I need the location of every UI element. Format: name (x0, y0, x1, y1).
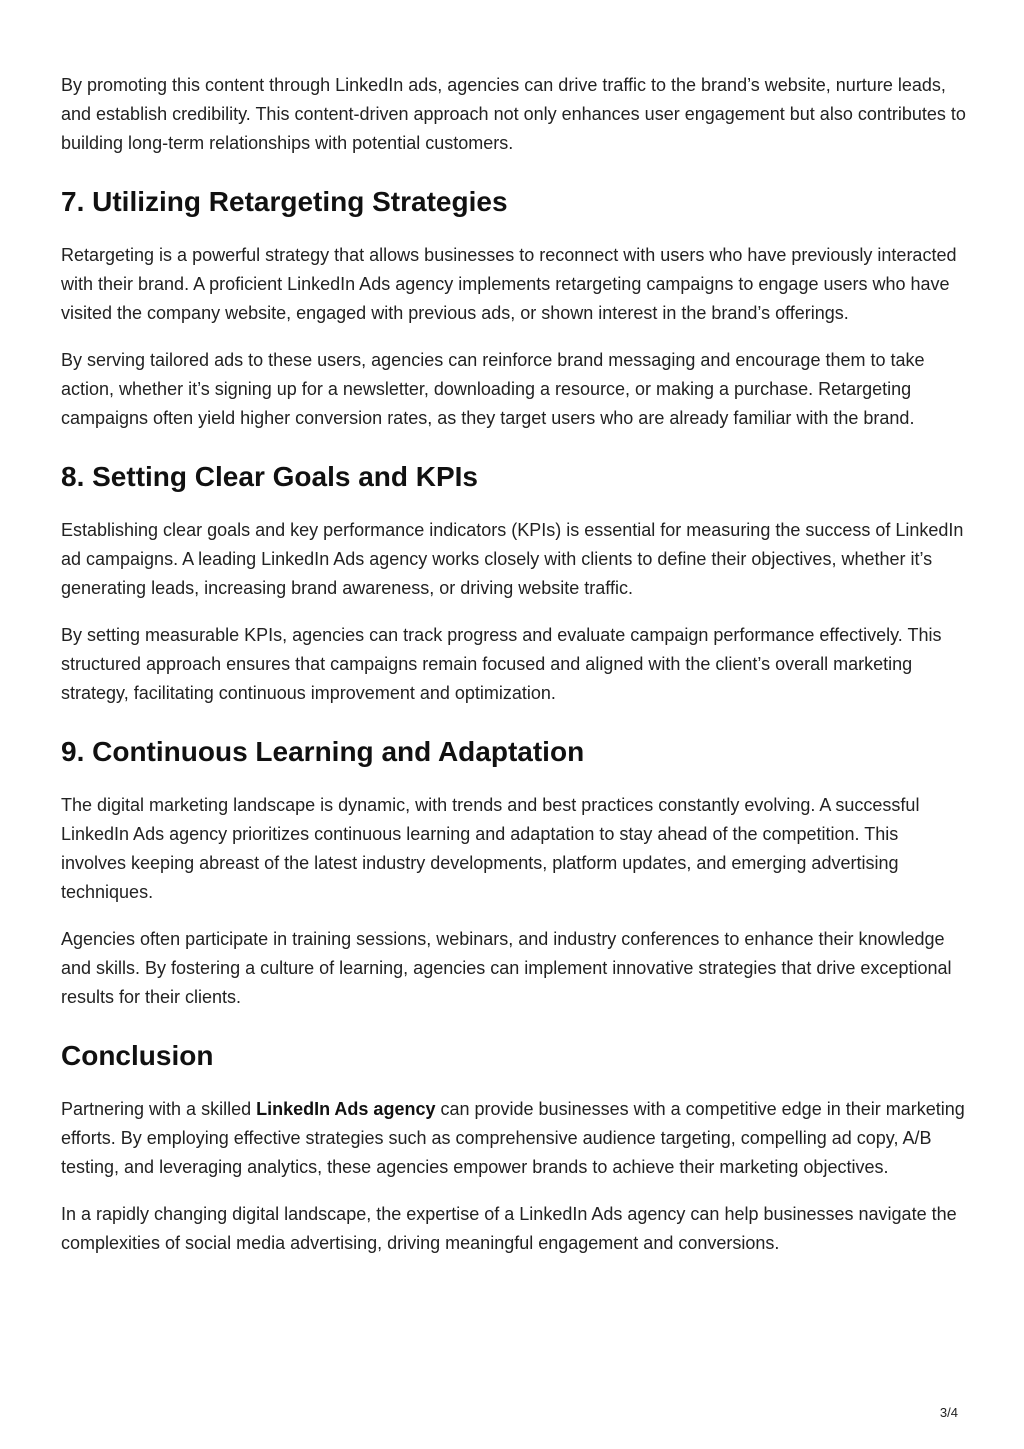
section-7-heading: 7. Utilizing Retargeting Strategies (61, 186, 508, 217)
section-8-paragraph-2: By setting measurable KPIs, agencies can track progress and evaluate campaign performance effectively. This structured approach ensures that campaigns remain focused and aligned with the client’s overall marketing strategy, facilitating continuous improvement and optimization. (61, 625, 942, 703)
document-page (61, 71, 966, 1276)
conclusion-heading: Conclusion (61, 1040, 214, 1071)
conclusion-paragraph-1 (61, 1095, 966, 1182)
section-8-paragraph-1: Establishing clear goals and key performance indicators (KPIs) is essential for measuring the success of LinkedIn ad campaigns. A leading LinkedIn Ads agency works closely with clients to define their objectives, whether it’s generating leads, increasing brand awareness, or driving website traffic. (61, 520, 964, 598)
section-9-paragraph-2: Agencies often participate in training sessions, webinars, and industry conferences to enhance their knowledge and skills. By fostering a culture of learning, agencies can implement innovative strategies that drive exceptional results for their clients. (61, 929, 952, 1007)
page-number: 3/4 (939, 1405, 958, 1420)
section-7-paragraph-1: Retargeting is a powerful strategy that allows businesses to reconnect with users who have previously interacted with their brand. A proficient LinkedIn Ads agency implements retargeting campaigns to engage users who have visited the company website, engaged with previous ads, or shown interest in the brand’s offerings. (61, 245, 957, 323)
section-8-heading: 8. Setting Clear Goals and KPIs (61, 461, 479, 492)
section-9-paragraph-1: The digital marketing landscape is dynamic, with trends and best practices constantly evolving. A successful LinkedIn Ads agency prioritizes continuous learning and adaptation to stay ahead of the competition. This involves keeping abreast of the latest industry developments, platform updates, and emerging advertising techniques. (61, 795, 920, 902)
conclusion-text-start: Partnering with a skilled (61, 1099, 257, 1119)
linkedin-ads-agency-bold: LinkedIn Ads agency (256, 1099, 436, 1119)
conclusion-paragraph-2: In a rapidly changing digital landscape, the expertise of a LinkedIn Ads agency can help businesses navigate the complexities of social media advertising, driving meaningful engagement and conversions. (61, 1204, 957, 1253)
conclusion-text-end: can provide businesses with a competitive edge in their marketing efforts. By employing effective strategies such as comprehensive audience targeting, compelling ad copy, A/B testing, and leveraging analytics, these agencies empower brands to achieve their marketing objectives. (61, 1099, 965, 1177)
section-7-paragraph-2: By serving tailored ads to these users, agencies can reinforce brand messaging and encourage them to take action, whether it’s signing up for a newsletter, downloading a resource, or making a purchase. Retargeting campaigns often yield higher conversion rates, as they target users who are already familiar with the brand. (61, 350, 925, 428)
intro-paragraph: By promoting this content through LinkedIn ads, agencies can drive traffic to the brand’s website, nurture leads, and establish credibility. This content-driven approach not only enhances user engagement but also contributes to building long-term relationships with potential customers. (61, 75, 966, 153)
section-9-heading: 9. Continuous Learning and Adaptation (61, 736, 585, 767)
